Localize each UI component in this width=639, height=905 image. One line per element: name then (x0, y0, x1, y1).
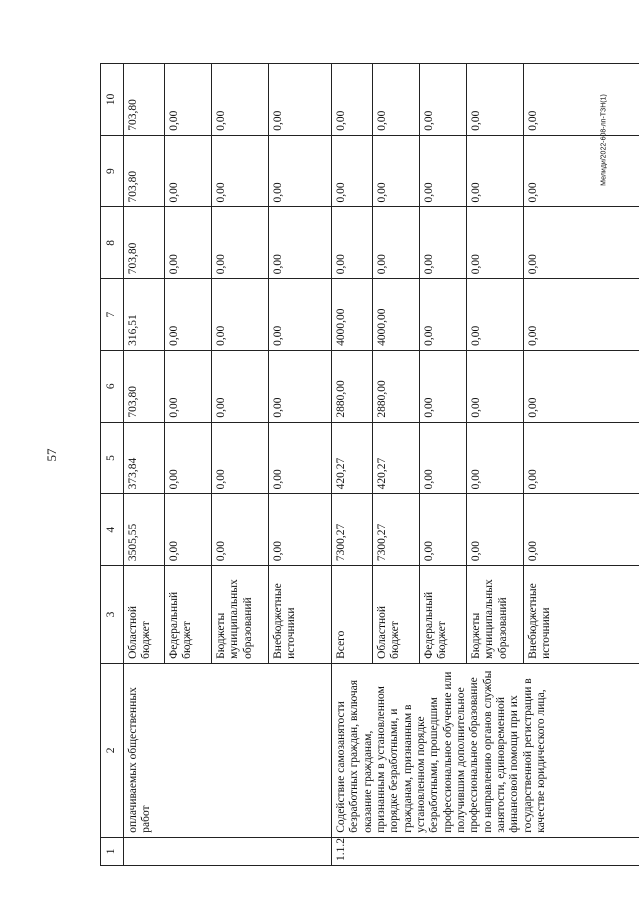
value-cell: 0,00 (467, 207, 524, 279)
table-header-row (101, 64, 124, 866)
value-cell: 0,00 (269, 135, 332, 207)
value-cell: 0,00 (212, 279, 269, 351)
value-cell: 0,00 (467, 279, 524, 351)
header-cell: 1 (101, 837, 124, 865)
table-row (124, 64, 165, 866)
funding-source-cell: Бюджеты муниципальных образований (212, 566, 269, 664)
value-cell: 0,00 (467, 494, 524, 566)
header-cell: 3 (101, 566, 124, 664)
value-cell: 0,00 (269, 494, 332, 566)
value-cell: 0,00 (165, 350, 212, 422)
value-cell: 0,00 (269, 422, 332, 494)
header-cell: 10 (101, 64, 124, 136)
header-cell: 6 (101, 350, 124, 422)
value-cell: 0,00 (165, 207, 212, 279)
value-cell: 0,00 (420, 494, 467, 566)
funding-source-cell: Внебюджетные источники (269, 566, 332, 664)
value-cell: 0,00 (420, 350, 467, 422)
value-cell: 4000,00 (332, 279, 373, 351)
value-cell: 0,00 (467, 135, 524, 207)
value-cell: 0,00 (269, 279, 332, 351)
item-description-cell: Содействие самозанятости безработных граждан, включая оказание гражданам, признанным в установленном порядке безработными, и гражданам, признанным в установленном порядке безработными, прошедшим профессиональное обучение или получившим дополнительное профессиональное образование по направлению органов службы занятости, единовременной финансовой помощи при их государственной регистрации в качестве юридического лица, (332, 663, 639, 837)
value-cell: 0,00 (165, 279, 212, 351)
value-cell: 2880,00 (332, 350, 373, 422)
header-cell: 2 (101, 663, 124, 837)
value-cell: 0,00 (212, 494, 269, 566)
value-cell: 0,00 (212, 207, 269, 279)
value-cell: 0,00 (524, 494, 639, 566)
value-cell: 7300,27 (373, 494, 420, 566)
value-cell: 2880,00 (373, 350, 420, 422)
item-description-cell: оплачиваемых общественных работ (124, 663, 332, 837)
funding-source-cell: Внебюджетные источники (524, 566, 639, 664)
value-cell: 0,00 (524, 350, 639, 422)
value-cell: 0,00 (420, 422, 467, 494)
value-cell: 420,27 (373, 422, 420, 494)
funding-source-cell: Областной бюджет (373, 566, 420, 664)
value-cell: 7300,27 (332, 494, 373, 566)
value-cell: 0,00 (269, 207, 332, 279)
header-cell: 7 (101, 279, 124, 351)
value-cell: 420,27 (332, 422, 373, 494)
value-cell: 703,80 (124, 350, 165, 422)
value-cell: 0,00 (212, 135, 269, 207)
value-cell: 0,00 (212, 350, 269, 422)
value-cell: 0,00 (524, 135, 639, 207)
document-code: Мелиди/2022-608-лп-ТЗН(1) (600, 94, 608, 186)
value-cell: 0,00 (420, 135, 467, 207)
value-cell: 0,00 (524, 207, 639, 279)
value-cell: 0,00 (269, 350, 332, 422)
value-cell: 0,00 (373, 135, 420, 207)
value-cell: 3505,55 (124, 494, 165, 566)
value-cell: 0,00 (332, 135, 373, 207)
value-cell: 0,00 (467, 422, 524, 494)
value-cell: 4000,00 (373, 279, 420, 351)
value-cell: 0,00 (524, 279, 639, 351)
value-cell: 0,00 (373, 64, 420, 136)
funding-source-cell: Областной бюджет (124, 566, 165, 664)
value-cell: 0,00 (467, 350, 524, 422)
header-cell: 9 (101, 135, 124, 207)
rotated-table-wrapper (100, 63, 596, 866)
value-cell: 703,80 (124, 64, 165, 136)
budget-table (100, 63, 639, 866)
value-cell: 0,00 (332, 207, 373, 279)
value-cell: 703,80 (124, 135, 165, 207)
funding-source-cell: Федеральный бюджет (165, 566, 212, 664)
value-cell: 0,00 (373, 207, 420, 279)
value-cell: 0,00 (269, 64, 332, 136)
value-cell: 0,00 (212, 422, 269, 494)
item-number-cell: 1.1.2 (332, 837, 639, 865)
value-cell: 316,51 (124, 279, 165, 351)
value-cell: 0,00 (165, 135, 212, 207)
value-cell: 0,00 (524, 422, 639, 494)
value-cell: 0,00 (420, 207, 467, 279)
header-cell: 5 (101, 422, 124, 494)
value-cell: 0,00 (524, 64, 639, 136)
funding-source-cell: Всего (332, 566, 373, 664)
value-cell: 0,00 (467, 64, 524, 136)
value-cell: 0,00 (420, 279, 467, 351)
value-cell: 0,00 (212, 64, 269, 136)
value-cell: 703,80 (124, 207, 165, 279)
value-cell: 373,84 (124, 422, 165, 494)
value-cell: 0,00 (165, 494, 212, 566)
header-cell: 4 (101, 494, 124, 566)
page-number: 57 (44, 448, 59, 462)
value-cell: 0,00 (332, 64, 373, 136)
item-number-cell (124, 837, 332, 865)
funding-source-cell: Федеральный бюджет (420, 566, 467, 664)
header-cell: 8 (101, 207, 124, 279)
value-cell: 0,00 (420, 64, 467, 136)
funding-source-cell: Бюджеты муниципальных образований (467, 566, 524, 664)
value-cell: 0,00 (165, 64, 212, 136)
table-row (332, 64, 373, 866)
value-cell: 0,00 (165, 422, 212, 494)
